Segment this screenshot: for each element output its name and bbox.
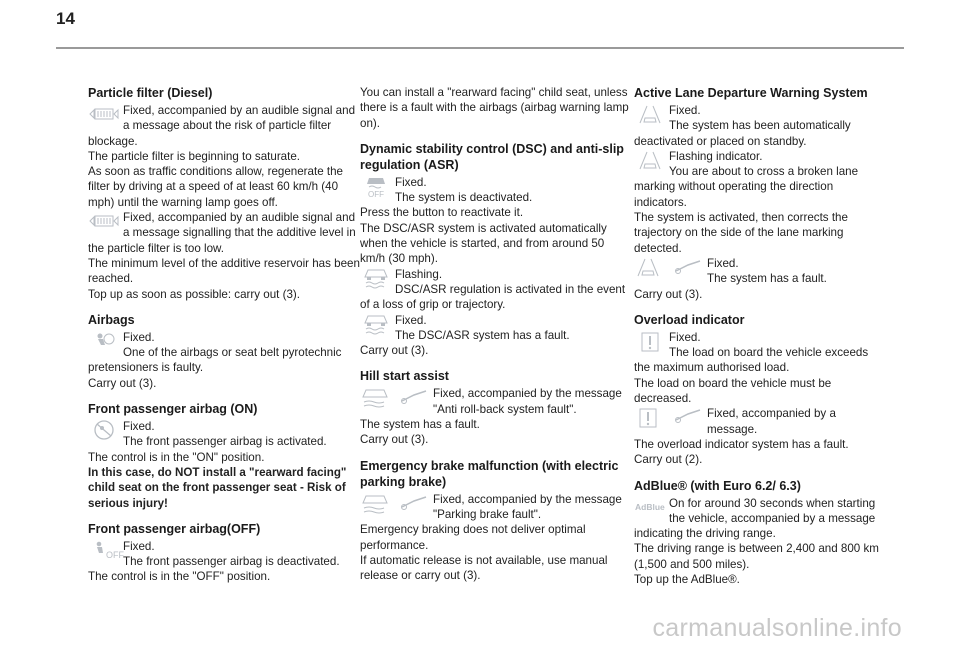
page-number: 14	[56, 9, 75, 28]
section-title: Overload indicator	[634, 312, 745, 327]
text-line: Top up the AdBlue®.	[634, 573, 740, 587]
text-line: As soon as traffic conditions allow, regenerate the filter by driving at a speed of at least 60 km/h (40 mph) until the warning lamp goes off.	[88, 165, 343, 209]
particle-filter-icon	[88, 212, 120, 230]
header-rule	[56, 47, 904, 49]
text-line: Flashing indicator.	[669, 149, 763, 163]
svg-text:OFF: OFF	[368, 189, 384, 199]
lane-warning-icon	[634, 151, 666, 169]
text-line: Fixed, accompanied by an audible signal and a message signalling that the additive level in the particle filter is too low.	[88, 211, 356, 255]
svg-text:OFF: OFF	[106, 549, 124, 560]
paragraph	[88, 450, 360, 465]
indicator-description	[634, 149, 886, 210]
indicator-description	[634, 330, 886, 376]
text-line: The front passenger airbag is activated.	[123, 435, 327, 449]
airbag-on-icon	[88, 421, 120, 439]
text-line: Carry out (3).	[634, 287, 703, 301]
paragraph	[360, 522, 632, 583]
section-title: Front passenger airbag(OFF)	[88, 521, 261, 536]
section	[634, 312, 886, 468]
hill-start-icon	[360, 388, 430, 406]
text-line: The system has a fault.	[707, 272, 827, 286]
text-line: You are about to cross a broken lane marking without operating the direction indicators.	[634, 165, 859, 209]
text-line: Carry out (3).	[88, 376, 157, 390]
column-2	[360, 85, 632, 593]
indicator-description	[88, 330, 360, 391]
text-line: Fixed.	[669, 330, 701, 344]
svg-text:AdBlue: AdBlue	[635, 501, 665, 512]
indicator-description	[634, 256, 886, 287]
indicator-description	[360, 267, 632, 313]
indicator-description	[88, 103, 360, 149]
section	[88, 521, 360, 585]
overload-fault-icon	[634, 408, 704, 426]
airbag-icon	[88, 332, 120, 350]
paragraph	[88, 465, 360, 511]
adblue-icon	[634, 498, 666, 516]
section	[88, 401, 360, 511]
section	[634, 85, 886, 302]
section-title: Hill start assist	[360, 369, 449, 384]
text-line: Fixed, accompanied by the message "Parking brake fault".	[433, 492, 622, 521]
text-line: The DSC/ASR system has a fault.	[395, 328, 570, 342]
section	[360, 85, 632, 131]
dsc-icon	[360, 315, 392, 333]
text-line: The minimum level of the additive reservoir has been reached.	[88, 256, 360, 286]
brake-malfunction-icon	[360, 494, 430, 512]
section	[360, 458, 632, 584]
indicator-description	[360, 313, 632, 359]
indicator-description	[360, 175, 632, 206]
text-line: The control is in the "ON" position.	[88, 450, 265, 464]
particle-filter-icon	[88, 105, 120, 123]
text-line: The particle filter is beginning to saturate.	[88, 149, 301, 163]
text-line: The system has a fault.	[360, 418, 480, 432]
dsc-off-icon	[360, 177, 392, 199]
section	[88, 312, 360, 391]
paragraph	[634, 437, 886, 468]
paragraph	[634, 541, 886, 587]
text-line: Fixed, accompanied by an audible signal and a message about the risk of particle filter blockage.	[88, 104, 356, 148]
text-line: DSC/ASR regulation is activated in the event of a loss of grip or trajectory.	[360, 282, 626, 312]
text-line: Fixed.	[123, 330, 155, 344]
lane-warning-icon	[634, 105, 666, 123]
text-line: Fixed.	[123, 420, 155, 434]
text-line: Fixed.	[123, 539, 155, 553]
indicator-description	[360, 386, 632, 447]
watermark: carmanualsonline.info	[652, 614, 902, 642]
text-line: Carry out (3).	[360, 433, 429, 447]
section-title: Active Lane Departure Warning System	[634, 86, 868, 100]
paragraph	[634, 210, 886, 256]
column-1	[88, 85, 360, 595]
text-line: Carry out (2).	[634, 453, 703, 467]
paragraph	[634, 287, 886, 302]
section	[360, 368, 632, 447]
text-line: Fixed.	[395, 313, 427, 327]
text-line: Carry out (3).	[360, 344, 429, 358]
paragraph	[88, 256, 360, 302]
text-line: In this case, do NOT install a "rearward facing" child seat on the front passenger seat - Risk of serious injury!	[88, 465, 347, 510]
indicator-description	[88, 210, 360, 256]
text-line: One of the airbags or seat belt pyrotechnic pretensioners is faulty.	[88, 346, 342, 375]
paragraph	[360, 205, 632, 266]
indicator-description	[88, 419, 360, 450]
text-line: Fixed.	[669, 104, 701, 117]
section	[360, 141, 632, 359]
text-line: Fixed, accompanied by the message "Anti roll-back system fault".	[433, 387, 622, 416]
text-line: The system has been automatically deactivated or placed on standby.	[634, 119, 851, 148]
indicator-description	[634, 406, 886, 437]
text-line: The control is in the "OFF" position.	[88, 570, 271, 584]
section-title: Airbags	[88, 312, 135, 327]
paragraph	[88, 149, 360, 210]
text-line: Press the button to reactivate it.	[360, 206, 524, 220]
airbag-off-icon	[88, 541, 124, 560]
text-line: The system is deactivated.	[395, 191, 533, 205]
text-line: The front passenger airbag is deactivated.	[123, 555, 340, 569]
text-line: Fixed.	[707, 256, 739, 270]
overload-icon	[634, 332, 666, 350]
section-title: Dynamic stability control (DSC) and anti-slip regulation (ASR)	[360, 141, 624, 172]
section-title: Particle filter (Diesel)	[88, 86, 213, 100]
column-3	[634, 85, 886, 597]
text-line: The system is activated, then corrects the trajectory on the side of the lane marking detected.	[634, 211, 848, 255]
indicator-description	[634, 496, 886, 542]
section-title: Emergency brake malfunction (with electric parking brake)	[360, 458, 619, 489]
section	[634, 478, 886, 588]
text-line: Emergency braking does not deliver optimal performance.	[360, 523, 586, 552]
text-line: The load on board the vehicle exceeds the maximum authorised load.	[634, 346, 869, 375]
text-line: If automatic release is not available, use manual release or carry out (3).	[360, 553, 608, 583]
indicator-description	[88, 539, 360, 570]
text-line: Fixed, accompanied by a message.	[707, 407, 836, 436]
text-line: The overload indicator system has a fault.	[634, 437, 849, 451]
text-line: On for around 30 seconds when starting the vehicle, accompanied by a message indicating the driving range.	[634, 496, 876, 541]
paragraph	[88, 569, 360, 584]
paragraph	[360, 85, 632, 131]
section	[88, 85, 360, 302]
text-line: Top up as soon as possible: carry out (3).	[88, 287, 301, 301]
text-line: The driving range is between 2,400 and 800 km (1,500 and 500 miles).	[634, 542, 879, 571]
text-line: You can install a "rearward facing" child seat, unless there is a fault with the airbags (airbag warning lamp on).	[360, 86, 629, 130]
paragraph	[634, 376, 886, 407]
text-line: Fixed.	[395, 175, 427, 189]
indicator-description	[634, 103, 886, 149]
section-title: Front passenger airbag (ON)	[88, 402, 258, 417]
text-line: The DSC/ASR system is activated automatically when the vehicle is started, and from around 50 km/h (30 mph).	[360, 221, 607, 266]
section-title: AdBlue® (with Euro 6.2/ 6.3)	[634, 478, 801, 493]
text-line: Flashing.	[395, 267, 443, 281]
dsc-icon	[360, 269, 392, 287]
text-line: The load on board the vehicle must be decreased.	[634, 376, 832, 406]
lane-fault-icon	[634, 258, 704, 276]
indicator-description	[360, 492, 632, 523]
